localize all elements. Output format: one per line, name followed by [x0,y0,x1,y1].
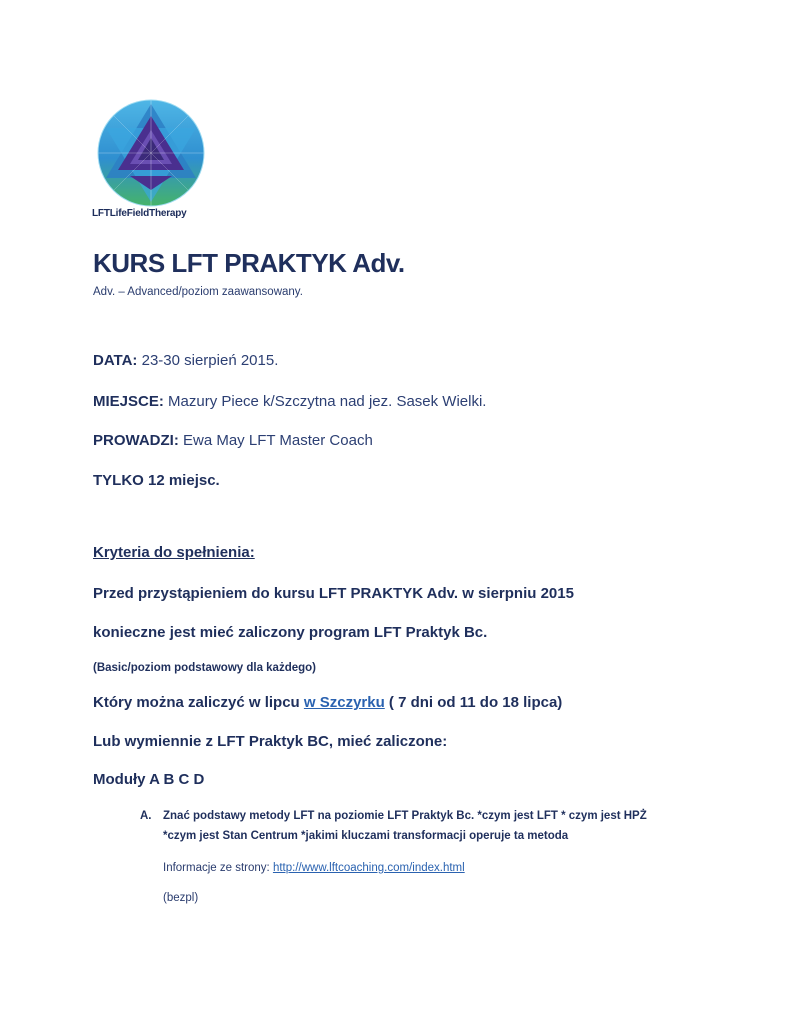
criteria-line-3: (Basic/poziom podstawowy dla każdego) [93,662,317,674]
bezpl-note: (bezpl) [163,892,199,904]
criteria-heading: Kryteria do spełnienia: [93,544,255,561]
place-label: MIEJSCE: [93,393,164,410]
date-value: 23-30 sierpień 2015. [137,352,279,369]
place-line [93,393,486,410]
lft-logo-graphic [92,98,212,208]
source-link[interactable]: http://www.lftcoaching.com/index.html [272,862,465,874]
seats-note: TYLKO 12 miejsc. [93,472,220,489]
lead-line [93,432,373,449]
list-label-a: A. [140,810,152,822]
criteria-line-4-post: ( 7 dni od 11 do 18 lipca) [384,694,563,711]
source-label: Informacje ze strony: [163,862,273,874]
criteria-line-4-pre: Który można zaliczyć w lipcu [93,694,304,711]
criteria-line-4 [93,694,562,711]
place-value: Mazury Piece k/Szczytna nad jez. Sasek Wielki. [163,393,487,410]
page-title: KURS LFT PRAKTYK Adv. [93,248,405,278]
criteria-line-5: Lub wymiennie z LFT Praktyk BC, mieć zaliczone: [93,733,448,750]
logo-text: LFTLifeFieldTherapy [92,208,187,219]
lead-label: PROWADZI: [93,432,179,449]
criteria-line-6: Moduły A B C D [93,771,205,788]
list-a-line-2: *czym jest Stan Centrum *jakimi kluczami transformacji operuje ta metoda [163,830,569,842]
date-label: DATA: [93,352,138,369]
criteria-line-1: Przed przystąpieniem do kursu LFT PRAKTYK Adv. w sierpniu 2015 [93,585,574,602]
subtitle: Adv. – Advanced/poziom zaawansowany. [93,286,303,298]
date-line [93,352,278,369]
szczyrk-link[interactable]: w Szczyrku [303,694,385,711]
list-a-line-1: Znać podstawy metody LFT na poziomie LFT Praktyk Bc. *czym jest LFT * czym jest HPŻ [163,810,647,822]
criteria-line-2: konieczne jest mieć zaliczony program LFT Praktyk Bc. [93,624,488,641]
source-line [163,862,465,874]
lead-value: Ewa May LFT Master Coach [178,432,373,449]
lft-logo [92,98,212,223]
